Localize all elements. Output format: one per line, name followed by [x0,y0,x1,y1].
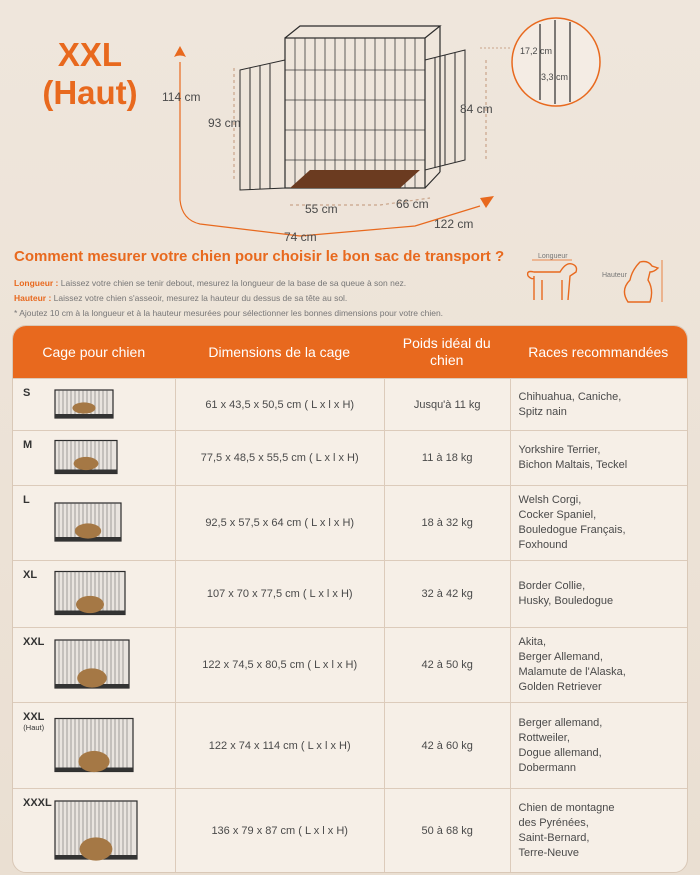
note-extra: * Ajoutez 10 cm à la longueur et à la hauteur mesurées pour sélectionner les bonnes dimensions pour votre chien. [14,308,444,318]
dim-bar-spacing: 17,2 cm [520,46,553,56]
race-line: Dogue allemand, [518,746,602,759]
cell-dimensions: 92,5 x 57,5 x 64 cm ( L x l x H) [175,486,384,560]
cage-thumbnail-icon [53,799,145,863]
race-line: Terre-Neuve [518,847,580,859]
race-line: Border Collie, [518,580,586,592]
cell-cage [13,703,175,788]
cell-weight: 42 à 60 kg [384,703,510,788]
header-weight: Poids idéal du chien [402,335,491,368]
cell-cage [13,486,175,560]
size-table [12,325,688,873]
race-line: Saint-Bernard, [518,832,590,844]
race-line: Rottweiler, [518,731,570,744]
cell-races [510,486,687,560]
sitting-dog-icon [624,262,658,303]
race-line: Bouledogue Français, [518,524,626,536]
cage-thumbnail-icon [53,638,137,692]
header-cage: Cage pour chien [42,343,146,360]
race-line: Dobermann [518,761,576,774]
cell-races [510,703,687,788]
cell-weight: 11 à 18 kg [384,431,510,485]
tray-icon [290,170,420,188]
dim-tray-width: 55 cm [305,202,338,216]
note-length-text: Laissez votre chien se tenir debout, mesurez la longueur de la base de sa queue à son nez. [58,278,407,288]
hero-illustration [0,0,700,250]
dim-length: 122 cm [434,217,474,231]
size-title-line2: (Haut) [42,74,138,111]
cell-weight: 32 à 42 kg [384,561,510,627]
table-header [13,326,687,378]
cage-diagram [0,0,700,250]
race-line: Golden Retriever [518,681,602,693]
size-label [23,711,44,732]
cell-races [510,789,687,873]
note-height-text: Laissez votre chien s'asseoir, mesurez la hauteur du dessus de sa tête au sol. [51,293,348,303]
race-line: Bichon Maltais, Teckel [518,459,628,471]
cell-weight: 42 à 50 kg [384,628,510,702]
race-line: Chihuahua, Caniche, [518,390,622,403]
size-code: XXXL [23,797,52,809]
race-line: Husky, Bouledogue [518,595,614,607]
race-line: Akita, [518,636,547,648]
arrow-up-icon [174,46,186,57]
size-label [23,494,30,506]
cell-races [510,379,687,430]
cell-races [510,628,687,702]
size-label [23,387,30,399]
size-label [23,636,44,648]
race-line: Berger allemand, [518,716,603,729]
table-body [13,378,687,873]
cell-cage [13,628,175,702]
measure-heading: Comment mesurer votre chien pour choisir le bon sac de transport ? [14,248,505,265]
header-dimensions: Dimensions de la cage [208,343,351,360]
dim-bar-gap: 3,3 cm [541,72,569,82]
cell-cage [13,789,175,873]
race-line: Malamute de l'Alaska, [518,666,626,678]
size-code: L [23,494,30,506]
cage-thumbnail-icon [53,388,121,422]
header-races: Races recommandées [528,343,669,360]
race-line: Berger Allemand, [518,651,603,663]
dim-inner-height: 93 cm [208,116,241,130]
race-line: Welsh Corgi, [518,494,582,506]
race-line: Cocker Spaniel, [518,509,597,521]
note-height-label: Hauteur : [14,293,52,303]
dim-total-height: 114 cm [162,90,201,104]
arrow-right-icon [480,196,494,208]
size-code: XXL [23,711,45,723]
dim-cage-height: 84 cm [460,102,493,116]
bar-detail-icon [512,18,600,106]
cell-races [510,431,687,485]
cell-weight: 50 à 68 kg [384,789,510,873]
note-height [14,293,347,303]
cell-weight: Jusqu'à 11 kg [384,379,510,430]
cage-thumbnail-icon [53,501,129,545]
cell-cage [13,379,175,430]
size-label [23,439,32,451]
standing-dog-icon [528,264,577,300]
table-row [13,560,687,627]
dim-width: 74 cm [284,230,317,244]
cell-dimensions: 136 x 79 x 87 cm ( L x l x H) [175,789,384,873]
table-row [13,627,687,702]
cell-cage [13,561,175,627]
race-line: Chien de montagne [518,802,615,814]
size-code: M [23,439,33,451]
size-code: S [23,387,31,399]
cell-dimensions: 122 x 74,5 x 80,5 cm ( L x l x H) [175,628,384,702]
size-code: XL [23,569,38,581]
size-label [23,797,52,809]
cell-dimensions: 107 x 70 x 77,5 cm ( L x l x H) [175,561,384,627]
size-title-line1: XXL [57,36,123,73]
cage-thumbnail-icon [53,716,141,775]
dog-length-label: Longueur [538,253,568,260]
cell-dimensions: 77,5 x 48,5 x 55,5 cm ( L x l x H) [175,431,384,485]
race-line: Spitz nain [518,405,567,418]
cell-weight: 18 à 32 kg [384,486,510,560]
table-row [13,378,687,430]
table-row [13,702,687,788]
table-row [13,788,687,873]
race-line: des Pyrénées, [518,817,589,829]
dim-tray-length: 66 cm [396,197,429,211]
size-code: XXL [23,636,45,648]
cage-icon [285,26,440,188]
cell-races [510,561,687,627]
size-label [23,569,37,581]
dog-height-label: Hauteur [602,272,627,279]
cell-dimensions: 122 x 74 x 114 cm ( L x l x H) [175,703,384,788]
cell-cage [13,431,175,485]
race-line: Foxhound [518,539,568,551]
table-row [13,485,687,560]
race-line: Yorkshire Terrier, [518,444,601,456]
note-length-label: Longueur : [14,278,59,288]
cage-thumbnail-icon [53,439,125,478]
note-length [14,278,406,288]
cell-dimensions: 61 x 43,5 x 50,5 cm ( L x l x H) [175,379,384,430]
size-subtitle: (Haut) [23,723,45,732]
cage-thumbnail-icon [53,570,133,619]
table-row [13,430,687,485]
